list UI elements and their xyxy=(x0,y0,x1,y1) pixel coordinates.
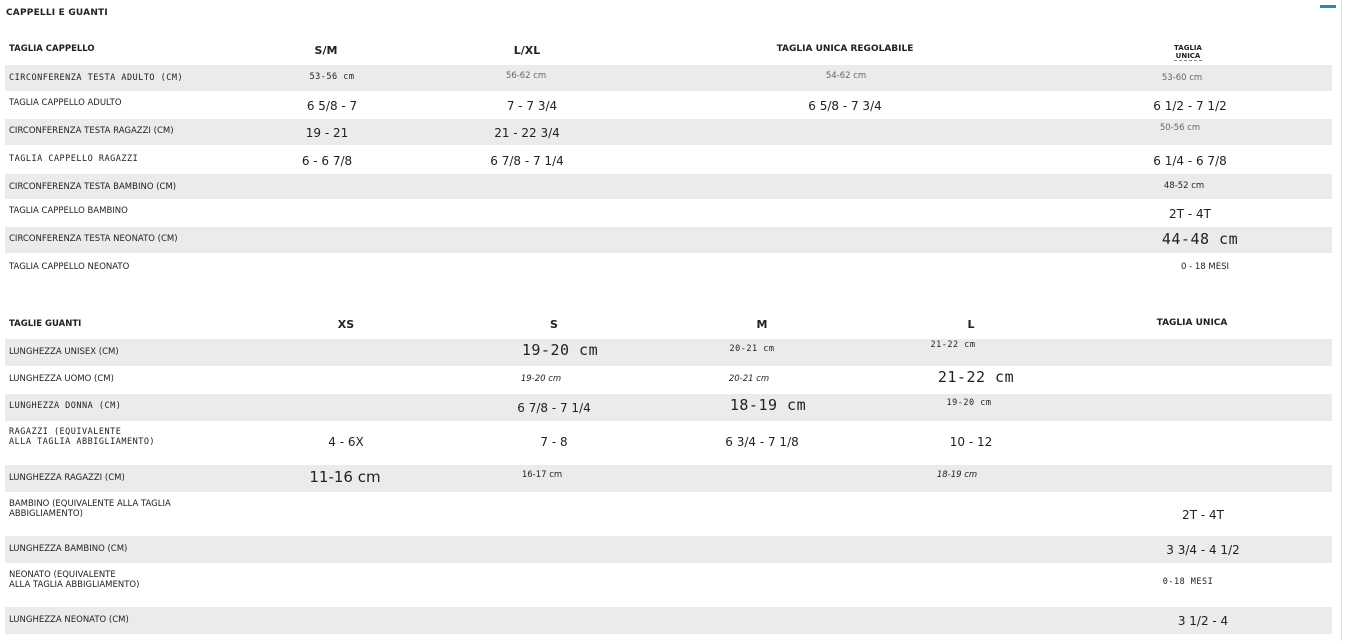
cell-m: 18-19 cm xyxy=(729,396,807,414)
cell-regolabile: 6 5/8 - 7 3/4 xyxy=(808,99,882,113)
row-label: TAGLIA CAPPELLO NEONATO xyxy=(9,262,130,272)
hat-table-header xyxy=(5,38,1332,65)
page-title: CAPPELLI E GUANTI xyxy=(6,8,108,18)
cell-unica: 2T - 4T xyxy=(1182,508,1224,522)
glove-table-header xyxy=(5,312,1332,339)
row-label: LUNGHEZZA UOMO (CM) xyxy=(9,374,114,384)
cell-sm: 53-56 cm xyxy=(309,72,355,82)
cell-unica: 3 3/4 - 4 1/2 xyxy=(1166,543,1240,557)
table-row xyxy=(5,65,1332,91)
table-row xyxy=(5,227,1332,253)
hat-col-sm: S/M xyxy=(314,44,338,57)
collapse-toggle[interactable] xyxy=(1320,5,1336,8)
cell-lxl: 56-62 cm xyxy=(505,71,547,81)
cell-xs: 11-16 cm xyxy=(309,468,381,486)
table-row xyxy=(5,607,1332,634)
table-row xyxy=(5,253,1332,281)
cell-m: 6 3/4 - 7 1/8 xyxy=(725,435,799,449)
table-row xyxy=(5,421,1332,465)
hat-col-unica: TAGLIA UNICA xyxy=(1174,44,1202,60)
table-row xyxy=(5,91,1332,119)
table-row xyxy=(5,465,1332,492)
cell-sm: 19 - 21 xyxy=(305,126,349,140)
table-row xyxy=(5,536,1332,563)
glove-col-xs: XS xyxy=(337,318,355,331)
table-row xyxy=(5,339,1332,366)
row-label: LUNGHEZZA UNISEX (CM) xyxy=(9,347,119,357)
table-row xyxy=(5,174,1332,199)
glove-col-l: L xyxy=(967,318,975,331)
table-row xyxy=(5,119,1332,145)
table-row xyxy=(5,199,1332,227)
cell-xs: 4 - 6X xyxy=(328,435,364,449)
hat-header-label: TAGLIA CAPPELLO xyxy=(9,44,95,54)
row-label: TAGLIA CAPPELLO BAMBINO xyxy=(9,206,128,216)
row-label: LUNGHEZZA BAMBINO (CM) xyxy=(9,544,128,554)
row-label: RAGAZZI (EQUIVALENTE ALLA TAGLIA ABBIGLIAMENTO) xyxy=(9,427,156,447)
cell-unica: 50-56 cm xyxy=(1159,123,1201,133)
cell-unica: 6 1/4 - 6 7/8 xyxy=(1153,154,1227,168)
glove-col-s: S xyxy=(550,318,558,331)
row-label: TAGLIA CAPPELLO ADULTO xyxy=(9,98,122,108)
cell-lxl: 21 - 22 3/4 xyxy=(494,126,560,140)
cell-regolabile: 54-62 cm xyxy=(825,71,867,81)
cell-s: 19-20 cm xyxy=(521,341,599,359)
row-label: TAGLIA CAPPELLO RAGAZZI xyxy=(9,154,139,164)
glove-col-unica: TAGLIA UNICA xyxy=(1156,318,1228,328)
cell-l: 10 - 12 xyxy=(949,435,993,449)
cell-l: 18-19 cm xyxy=(936,470,978,480)
cell-unica: 53-60 cm xyxy=(1161,73,1203,83)
cell-unica: 48-52 cm xyxy=(1163,181,1205,191)
hat-col-lxl: L/XL xyxy=(513,44,541,57)
cell-s: 6 7/8 - 7 1/4 xyxy=(517,401,591,415)
cell-s: 16-17 cm xyxy=(521,470,563,480)
cell-unica: 6 1/2 - 7 1/2 xyxy=(1153,99,1227,113)
row-label: NEONATO (EQUIVALENTE ALLA TAGLIA ABBIGLIAMENTO) xyxy=(9,570,140,590)
glove-header-label: TAGLIE GUANTI xyxy=(9,319,82,329)
row-label: LUNGHEZZA NEONATO (CM) xyxy=(9,615,129,625)
hat-col-regolabile: TAGLIA UNICA REGOLABILE xyxy=(776,44,914,54)
cell-unica: 0-18 MESI xyxy=(1162,577,1214,587)
cell-unica: 44-48 cm xyxy=(1161,230,1239,248)
cell-s: 7 - 8 xyxy=(540,435,568,449)
row-label: CIRCONFERENZA TESTA ADULTO (CM) xyxy=(9,73,184,83)
cell-m: 20-21 cm xyxy=(729,344,775,354)
row-label: CIRCONFERENZA TESTA RAGAZZI (CM) xyxy=(9,126,174,136)
table-row xyxy=(5,563,1332,607)
cell-unica: 3 1/2 - 4 xyxy=(1177,614,1229,628)
cell-sm: 6 5/8 - 7 xyxy=(306,99,358,113)
cell-lxl: 7 - 7 3/4 xyxy=(506,99,558,113)
row-label: CIRCONFERENZA TESTA BAMBINO (CM) xyxy=(9,182,177,192)
cell-l: 21-22 cm xyxy=(930,340,976,350)
cell-sm: 6 - 6 7/8 xyxy=(301,154,353,168)
cell-lxl: 6 7/8 - 7 1/4 xyxy=(490,154,564,168)
row-label: CIRCONFERENZA TESTA NEONATO (CM) xyxy=(9,234,178,244)
table-row xyxy=(5,145,1332,174)
cell-s: 19-20 cm xyxy=(520,374,562,384)
row-label: LUNGHEZZA RAGAZZI (CM) xyxy=(9,473,125,483)
table-row xyxy=(5,492,1332,536)
table-row xyxy=(5,394,1332,421)
glove-col-m: M xyxy=(756,318,768,331)
cell-unica: 2T - 4T xyxy=(1169,207,1211,221)
cell-m: 20-21 cm xyxy=(728,374,770,384)
cell-unica: 0 - 18 MESI xyxy=(1180,262,1230,272)
table-row xyxy=(5,366,1332,394)
row-label: LUNGHEZZA DONNA (CM) xyxy=(9,401,122,411)
cell-l: 21-22 cm xyxy=(937,368,1015,386)
scrollbar-track[interactable] xyxy=(1341,0,1342,641)
row-label: BAMBINO (EQUIVALENTE ALLA TAGLIA ABBIGLIAMENTO) xyxy=(9,499,171,519)
cell-l: 19-20 cm xyxy=(946,398,992,408)
